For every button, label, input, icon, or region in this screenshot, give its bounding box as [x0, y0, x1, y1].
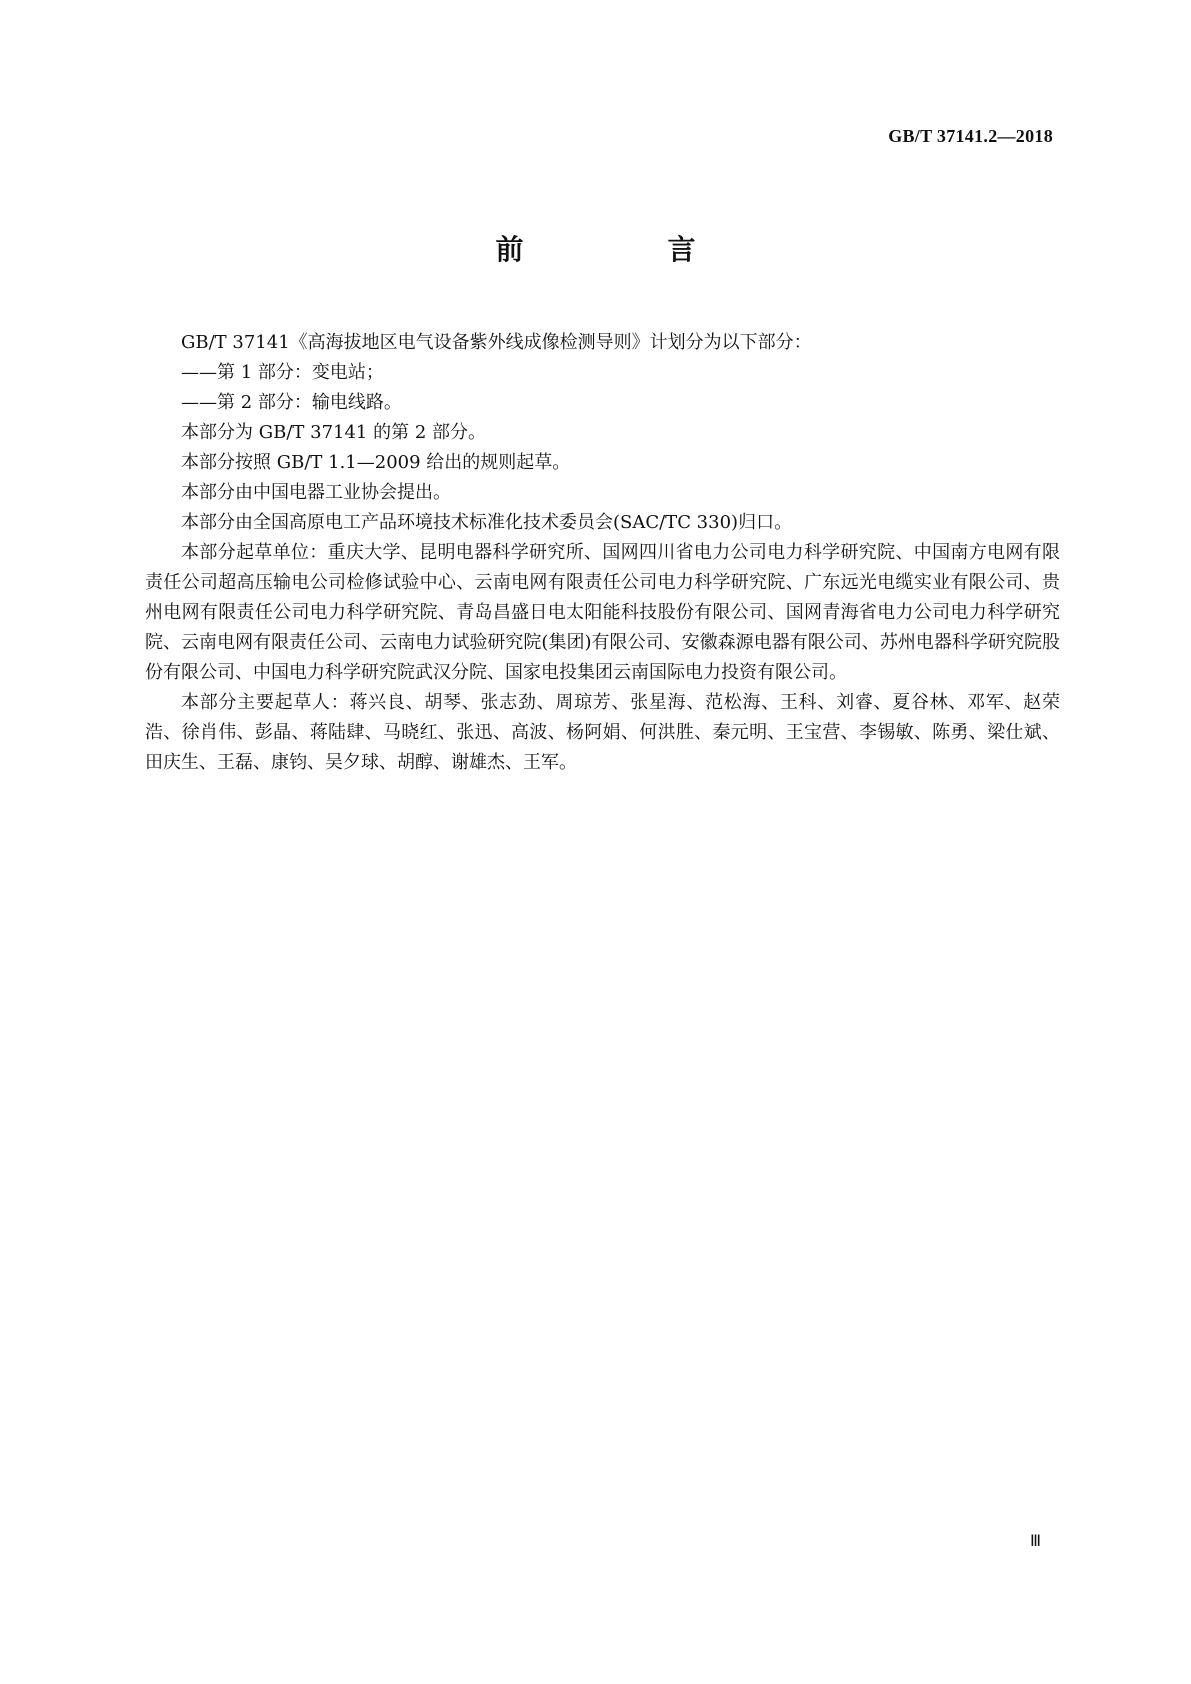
page-number: Ⅲ	[1029, 1533, 1041, 1550]
list-item-part-2: ——第 2 部分：输电线路。	[181, 392, 402, 413]
page-title: 前 言	[495, 233, 754, 266]
paragraph-drafting-rules: 本部分按照 GB/T 1.1—2009 给出的规则起草。	[181, 452, 571, 473]
paragraph-proposer: 本部分由中国电器工业协会提出。	[181, 482, 451, 503]
paragraph-drafting-units: 本部分起草单位：重庆大学、昆明电器科学研究所、国网四川省电力公司电力科学研究院、中国南方电网有限责任公司超高压输电公司检修试验中心、云南电网有限责任公司电力科学研究院、广东远光电缆实业有限公司、贵州电网有限责任公司电力科学研究院、青岛昌盛日电太阳能科技股份有限公司、国网青海省电力公司电力科学研究院、云南电网有限责任公司、云南电力试验研究院(集团)有限公司、安徽森源电器有限公司、苏州电器科学研究院股份有限公司、中国电力科学研究院武汉分院、国家电投集团云南国际电力投资有限公司。	[145, 542, 1060, 683]
paragraph-committee: 本部分由全国高原电工产品环境技术标准化技术委员会(SAC/TC 330)归口。	[181, 512, 793, 533]
paragraph-intro: GB/T 37141《高海拔地区电气设备紫外线成像检测导则》计划分为以下部分：	[181, 332, 812, 353]
paragraph-scope: 本部分为 GB/T 37141 的第 2 部分。	[181, 422, 486, 443]
paragraph-drafters: 本部分主要起草人：蒋兴良、胡琴、张志劲、周琼芳、张星海、范松海、王科、刘睿、夏谷林、邓军、赵荣浩、徐肖伟、彭晶、蒋陆肆、马晓红、张迅、高波、杨阿娟、何洪胜、秦元明、王宝营、李锡敏、陈勇、梁仕斌、田庆生、王磊、康钧、吴夕球、胡醇、谢雄杰、王军。	[145, 692, 1060, 773]
list-item-part-1: ——第 1 部分：变电站；	[181, 362, 384, 383]
foreword-body	[145, 328, 1060, 778]
standard-number: GB/T 37141.2—2018	[888, 126, 1053, 146]
